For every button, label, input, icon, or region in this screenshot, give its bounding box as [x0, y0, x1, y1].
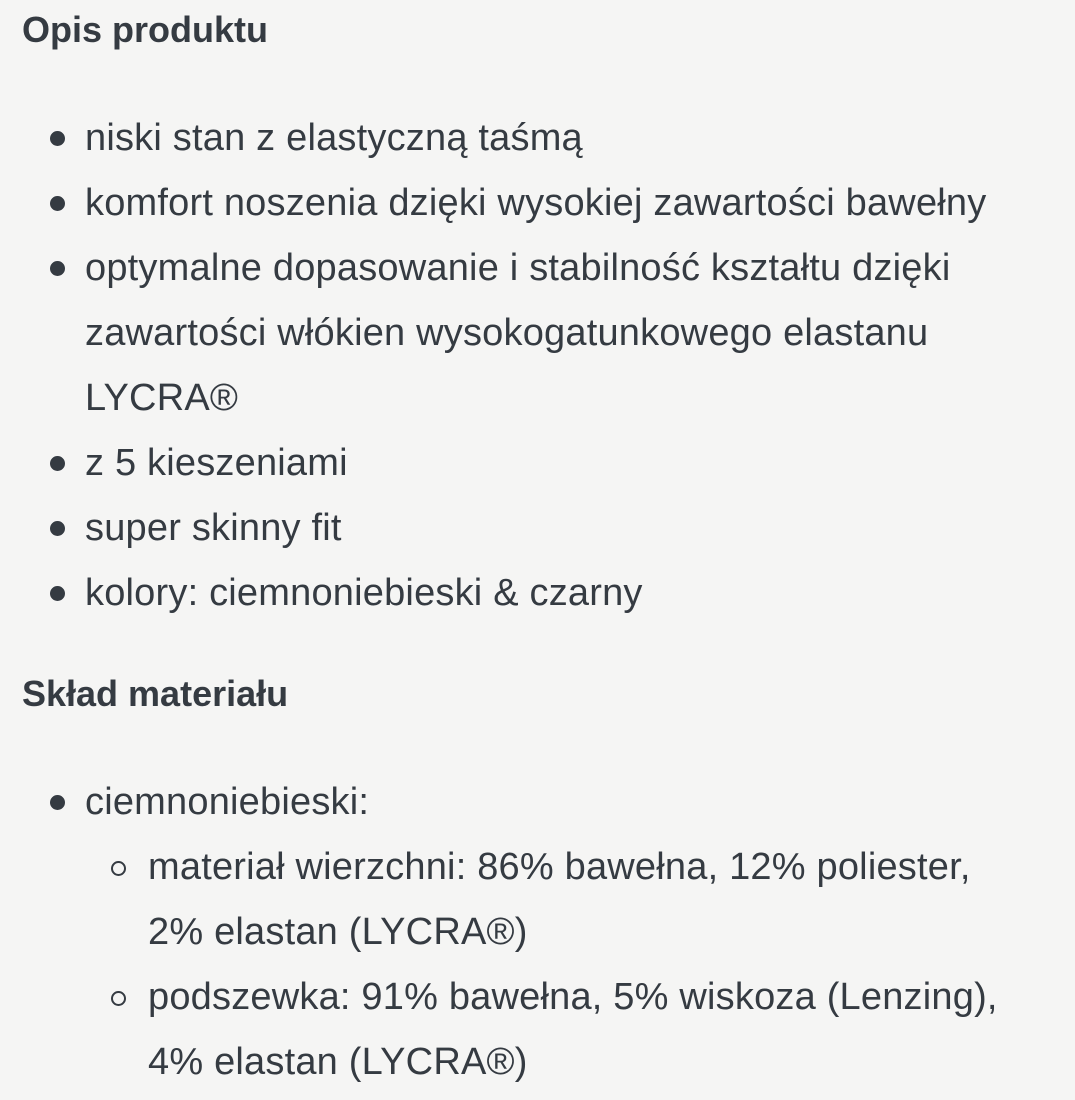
bullet-icon — [50, 261, 65, 276]
color-variant-label: ciemnoniebieski: — [85, 781, 370, 823]
list-item — [85, 835, 1028, 965]
material-sublist — [85, 835, 1022, 1095]
description-item-text: z 5 kieszeniami — [85, 442, 348, 484]
material-composition-heading: Skład materiału — [22, 673, 289, 714]
description-item-text: super skinny fit — [85, 507, 342, 549]
list-item — [85, 965, 1028, 1095]
description-item-text: kolory: ciemnoniebieski & czarny — [85, 572, 643, 614]
list-item — [22, 496, 1022, 561]
bullet-icon — [50, 456, 65, 471]
product-description-heading: Opis produktu — [22, 9, 268, 50]
material-composition-list — [22, 770, 1022, 1095]
material-item-text: materiał wierzchni: 86% bawełna, 12% poliester, 2% elastan (LYCRA®) — [148, 846, 971, 953]
hollow-bullet-icon — [111, 861, 126, 876]
list-item — [22, 770, 1022, 1095]
bullet-icon — [50, 521, 65, 536]
product-description-list — [22, 106, 1022, 626]
description-item-text: optymalne dopasowanie i stabilność kształtu dzięki zawartości włókien wysokogatunkowego elastanu LYCRA® — [85, 247, 951, 419]
bullet-icon — [50, 795, 65, 810]
list-item — [22, 431, 1022, 496]
description-item-text: niski stan z elastyczną taśmą — [85, 117, 583, 159]
list-item — [22, 171, 1022, 236]
bullet-icon — [50, 131, 65, 146]
bullet-icon — [50, 196, 65, 211]
hollow-bullet-icon — [111, 991, 126, 1006]
description-item-text: komfort noszenia dzięki wysokiej zawartości bawełny — [85, 182, 987, 224]
list-item — [22, 236, 985, 431]
list-item — [22, 106, 1022, 171]
list-item — [22, 561, 1022, 626]
bullet-icon — [50, 586, 65, 601]
material-item-text: podszewka: 91% bawełna, 5% wiskoza (Lenzing), 4% elastan (LYCRA®) — [148, 976, 998, 1083]
